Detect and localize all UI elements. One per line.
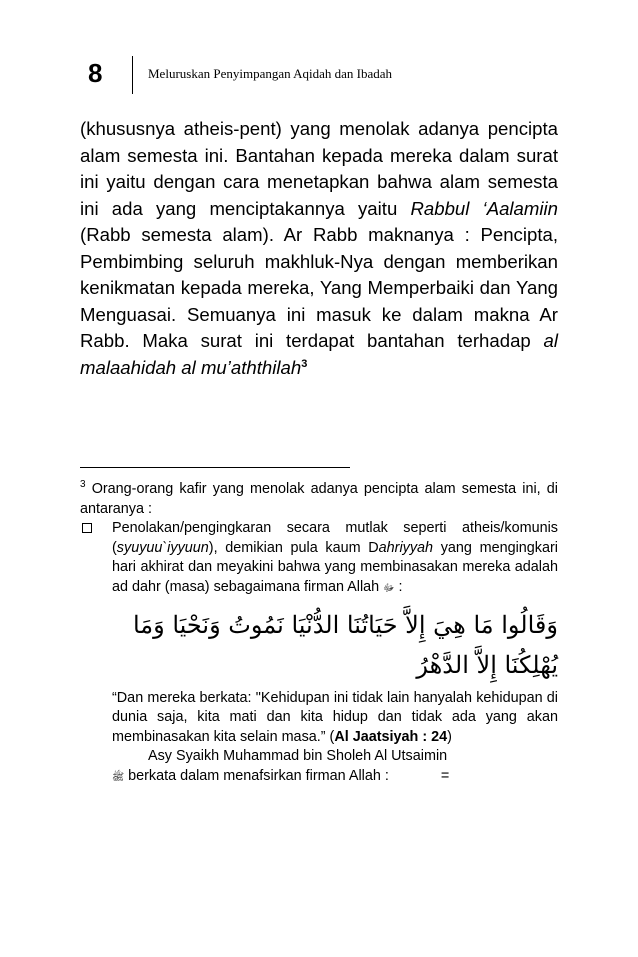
- header-divider: [132, 56, 133, 94]
- main-paragraph: [80, 116, 558, 381]
- commentary-text: berkata dalam menafsirkan firman Allah :: [124, 767, 389, 784]
- commentary-intro: Asy Syaikh Muhammad bin Sholeh Al Utsaimin: [148, 748, 448, 765]
- honorific-symbol: ﷻ: [383, 582, 395, 594]
- main-italic-term: al malaahidah al mu’aththilah: [80, 330, 558, 378]
- commentary-line: [80, 767, 558, 788]
- footnote-list-item: [80, 519, 558, 598]
- main-text: [80, 116, 558, 381]
- footnote-italic-term: ahriyyah: [378, 539, 434, 556]
- translation-text: ): [447, 728, 452, 745]
- verse-translation: [80, 689, 558, 748]
- footnote-text-part: :: [394, 578, 403, 595]
- main-italic-term: Rabbul ‘Aalamiin: [410, 197, 558, 219]
- honorific-symbol: ﷺ: [112, 771, 125, 783]
- footnote-intro-text: Orang-orang kafir yang menolak adanya pencipta alam semesta ini, di antaranya :: [80, 481, 558, 517]
- page-number: 8: [88, 58, 103, 88]
- footnote-divider: [80, 467, 350, 468]
- footnote-intro: [80, 480, 558, 519]
- footnote-reference[interactable]: 3: [301, 357, 308, 370]
- main-text-part: (khususnya atheis-pent) yang menolak adanya pencipta alam semesta ini. Bantahan kepada mereka dalam surat ini yaitu dengan cara menetapkan bahwa alam semesta ini ada yang menciptakannya yaitu: [80, 118, 558, 219]
- checkbox-bullet-icon: [82, 523, 92, 533]
- footnote: [80, 480, 558, 788]
- footnote-text-part: Penolakan/pengingkaran secara mutlak seperti atheis/komunis (: [112, 520, 558, 556]
- footnote-text-part: yang mengingkari hari akhirat dan meyakini bahwa yang membinasakan mereka adalah ad dahr (masa) sebagaimana firman Allah: [112, 539, 558, 595]
- footnote-marker: 3: [80, 479, 86, 491]
- footnote-italic-term: syuyuu`iyyuun: [116, 539, 209, 556]
- translation-text: “Dan mereka berkata: "Kehidupan ini tidak lain hanyalah kehidupan di dunia saja, kita mati dan kita hidup dan tidak ada yang akan membinasakan kita selain masa.” (: [112, 689, 558, 745]
- footnote-text-part: ), demikian pula kaum D: [208, 539, 379, 556]
- verse-reference: Al Jaatsiyah : 24: [334, 728, 448, 745]
- main-text-part: (Rabb semesta alam). Ar Rabb maknanya : Pencipta, Pembimbing seluruh makhluk-Nya dengan memberikan kenikmatan kepada mereka, Yang Memperbaiki dan Yang Menguasai. Semuanya ini masuk ke dalam makna Ar Rabb. Maka surat ini terdapat bantahan terhadap: [80, 224, 558, 351]
- page-header: [88, 56, 568, 96]
- continuation-mark: =: [440, 767, 450, 784]
- running-title: Meluruskan Penyimpangan Aqidah dan Ibadah: [148, 66, 393, 81]
- quran-verse-arabic: وَقَالُوا مَا هِيَ إِلاَّ حَيَاتُنَا الدُّنْيَا نَمُوتُ وَنَحْيَا وَمَا يُهْلِكُنَا إِلاَّ الدَّهْرُ: [132, 610, 558, 679]
